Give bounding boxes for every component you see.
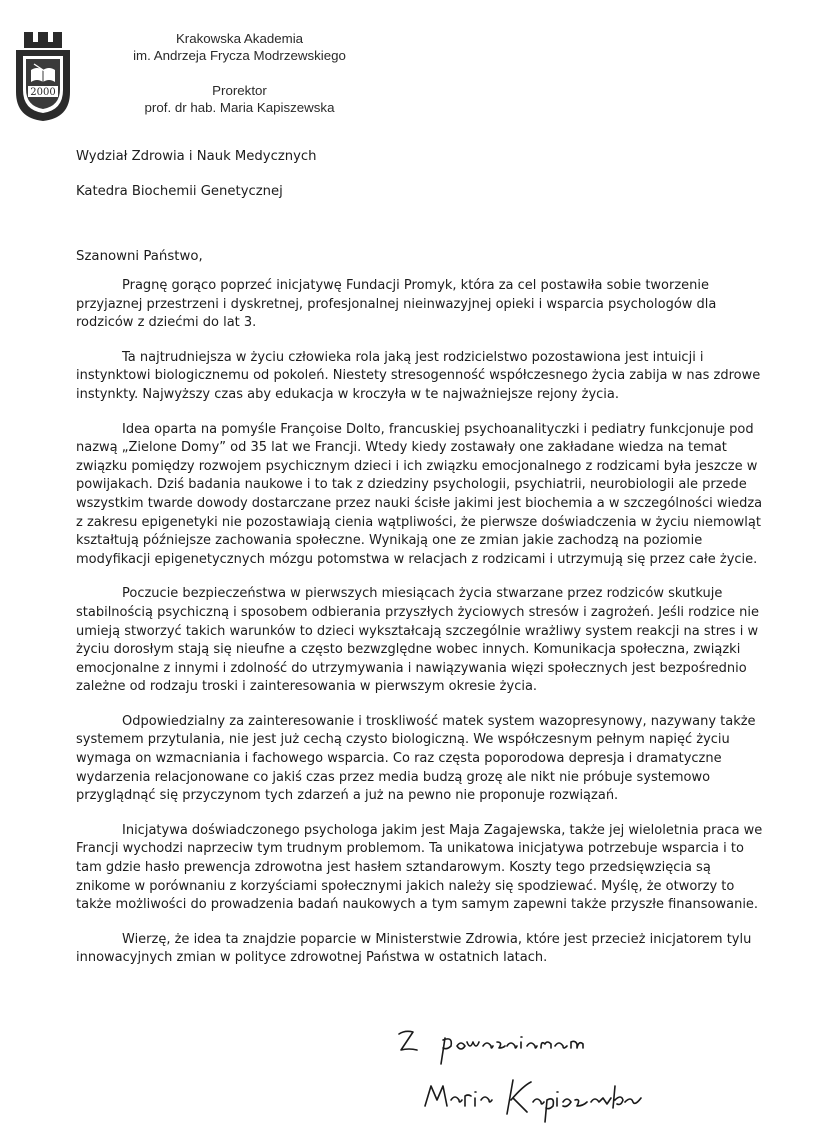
- paragraph-5: Odpowiedzialny za zainteresowanie i troskliwość matek system wazopresynowy, nazywany także systemem przytulania, nie jest już cechą czysto biologiczną. We współczesnym pełnym napięć życiu wymaga on wzmacniania i fachowego wsparcia. Co raz częsta poporodowa depresja i dramatyczne wydarzenia relacjonowane co jakiś czas przez media budzą grozę ale nikt nie próbuje systemowo przyglądnąć się przyczynom tych zdarzeń a już na pewno nie proponuje rozwiązań.: [76, 713, 756, 804]
- university-seal-icon: [14, 30, 72, 122]
- chair-name: Katedra Biochemii Genetycznej: [76, 184, 283, 199]
- handwritten-signature: [395, 1020, 655, 1130]
- faculty-name: Wydział Zdrowia i Nauk Medycznych: [76, 149, 317, 164]
- sender-position: Prorektor: [212, 83, 267, 98]
- paragraph-4: Poczucie bezpieczeństwa w pierwszych miesiącach życia stwarzane przez rodziców skutkuje stabilnością psychiczną i sposobem odbierania przyszłych życiowych stresów i zagrożeń. Jeśli rodzice nie umieją stworzyć takich warunków to dzieci wykształcają szczególnie wrażliwy system reakcji na stres i w życiu dorosłym stają się nieufne a często bezwzględne wobec innych. Komunikacja społeczna, związki emocjonalne z innymi i zdolność do utrzymywania i nawiązywania więzi społecznych jest bezpośrednio zależne od rodzaju troski i zainteresowania w pierwszym okresie życia.: [76, 586, 760, 695]
- institution-patron: im. Andrzeja Frycza Modrzewskiego: [133, 48, 346, 63]
- paragraph-6: Inicjatywa doświadczonego psychologa jakim jest Maja Zagajewska, także jej wieloletnia praca we Francji wychodzi naprzeciw tym trudnym problemom. Ta unikatowa inicjatywa potrzebuje wsparcia i to tam gdzie hasło prewencja zdrowotna jest hasłem sztandarowym. Koszty tego przedsięwzięcia są znikome w porównaniu z korzyściami społecznymi jakich należy się spodziewać. Myślę, że otworzy to także możliwości do prowadzenia badań naukowych a tym samym zapewni także przyszłe finansowanie.: [76, 822, 763, 913]
- letter-body: [76, 277, 766, 984]
- paragraph-2: Ta najtrudniejsza w życiu człowieka rola jaką jest rodzicielstwo pozostawiona jest intuicji i instynktowi biologicznemu od pokoleń. Niestety stresogenność współczesnego życia zabija w nas zdrowe instynkty. Najwyższy czas aby edukacja w kroczyła w te najważniejsze rejony życia.: [76, 349, 761, 402]
- institution-name: Krakowska Akademia: [175, 31, 304, 46]
- sender-name: prof. dr hab. Maria Kapiszewska: [144, 100, 335, 115]
- paragraph-3: Idea oparta na pomyśle Françoise Dolto, francuskiej psychoanalityczki i pediatry funkcjonuje pod nazwą „Zielone Domy” od 35 lat we Francji. Wtedy kiedy zostawały one zakładane wiedza na temat związku pomiędzy rozwojem psychicznym dzieci i ich związku emocjonalnego z rodzicami była jeszcze w powijakach. Dziś badania naukowe i to tak z dziedziny psychologii, psychiatrii, neurobiologii ale przede wszystkim twarde dowody dostarczane przez nauki ścisłe jakimi jest biochemia a w szczególności wiedza z zakresu epigenetyki nie pozostawiają cienia wątpliwości, że pierwsze doświadczenia w życiu niemowląt kształtują późniejsze zachowania społeczne. Wynikają one ze zmian jakie zachodzą na poziomie modyfikacji epigenetycznych mózgu potomstwa w relacjach z rodzicami i utrzymują się przez całe życie.: [76, 421, 763, 567]
- paragraph-1: Pragnę gorąco poprzeć inicjatywę Fundacji Promyk, która za cel postawiła sobie tworzenie przyjaznej przestrzeni i dyskretnej, profesjonalnej nieinwazyjnej opieki i wsparcia psychologów dla rodziców z dziećmi do lat 3.: [76, 278, 717, 331]
- letterhead: [112, 30, 367, 116]
- paragraph-7: Wierzę, że idea ta znajdzie poparcie w Ministerstwie Zdrowia, które jest przecież inicjatorem tylu innowacyjnych zmian w polityce zdrowotnej Państwa w ostatnich latach.: [76, 931, 752, 966]
- seal-year: 2000: [30, 87, 56, 98]
- salutation: Szanowni Państwo,: [76, 249, 203, 264]
